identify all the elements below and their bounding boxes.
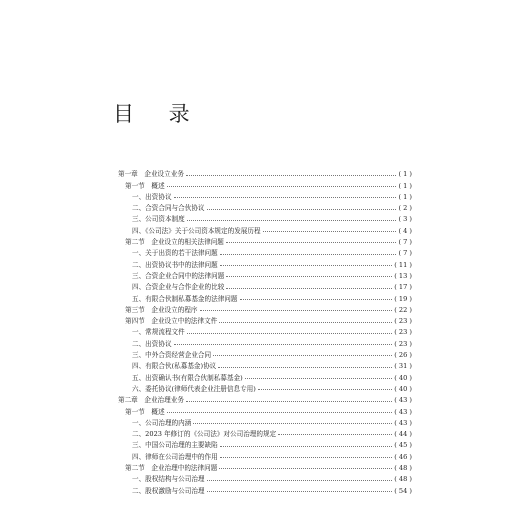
toc-entry-page: ( 23 ) — [394, 328, 412, 337]
toc-entry[interactable] — [118, 190, 412, 201]
toc-entry-page: ( 1 ) — [398, 181, 412, 190]
toc-entry[interactable] — [118, 167, 412, 178]
toc-entry[interactable] — [118, 257, 412, 268]
toc-entry-page: ( 19 ) — [394, 294, 412, 303]
toc-leader-dots — [167, 181, 397, 187]
toc-leader-dots — [187, 215, 397, 221]
toc-entry[interactable] — [118, 427, 412, 438]
toc-entry-page: ( 4 ) — [398, 226, 412, 235]
toc-entry-label: 第一节 概述 — [125, 407, 165, 416]
toc-entry-page: ( 43 ) — [394, 407, 412, 416]
toc-entry[interactable] — [118, 291, 412, 302]
toc-entry-label: 一、公司治理的内涵 — [132, 418, 192, 427]
toc-leader-dots — [167, 407, 393, 413]
toc-leader-dots — [226, 271, 392, 277]
toc-entry-label: 四、有限合伙(私募基金)协议 — [132, 362, 217, 371]
toc-entry[interactable] — [118, 483, 412, 494]
toc-entry[interactable] — [118, 178, 412, 189]
toc-entry-label: 四、律师在公司治理中的作用 — [132, 452, 218, 461]
toc-entry[interactable] — [118, 280, 412, 291]
toc-entry-label: 四、合资企业与合作企业的比较 — [132, 283, 225, 292]
toc-leader-dots — [218, 362, 392, 368]
toc-entry-label: 五、出资确认书(有限合伙制私募基金) — [132, 373, 243, 382]
toc-entry[interactable] — [118, 325, 412, 336]
toc-leader-dots — [219, 463, 392, 469]
toc-leader-dots — [258, 384, 392, 390]
toc-leader-dots — [213, 350, 392, 356]
toc-entry-page: ( 46 ) — [394, 452, 412, 461]
toc-leader-dots — [245, 373, 393, 379]
toc-entry-page: ( 23 ) — [394, 317, 412, 326]
toc-leader-dots — [220, 260, 393, 266]
toc-leader-dots — [207, 204, 397, 210]
toc-entry[interactable] — [118, 223, 412, 234]
toc-entry[interactable] — [118, 212, 412, 223]
toc-entry-label: 五、有限合伙制私募基金的法律问题 — [132, 294, 238, 303]
toc-entry[interactable] — [118, 336, 412, 347]
toc-entry-label: 一、常规流程文件 — [132, 328, 185, 337]
toc-entry-label: 三、公司资本制度 — [132, 215, 185, 224]
table-of-contents — [118, 167, 412, 495]
toc-entry-label: 第一章 企业设立业务 — [118, 170, 184, 179]
toc-entry[interactable] — [118, 416, 412, 427]
toc-entry-label: 六、委托协议(律师代表企业注册信息专用) — [132, 384, 256, 393]
toc-entry-page: ( 7 ) — [398, 238, 412, 247]
toc-leader-dots — [207, 486, 393, 492]
toc-entry-page: ( 48 ) — [394, 475, 412, 484]
toc-entry-label: 第二章 企业治理业务 — [118, 396, 184, 405]
toc-entry-page: ( 43 ) — [394, 396, 412, 405]
toc-entry-page: ( 13 ) — [394, 271, 412, 280]
toc-leader-dots — [226, 237, 397, 243]
toc-entry-page: ( 40 ) — [394, 384, 412, 393]
toc-entry-page: ( 43 ) — [394, 418, 412, 427]
toc-leader-dots — [174, 192, 397, 198]
toc-leader-dots — [186, 396, 392, 402]
toc-entry-label: 三、中国公司治理的主要缺陷 — [132, 441, 218, 450]
toc-entry[interactable] — [118, 314, 412, 325]
toc-entry-page: ( 45 ) — [394, 441, 412, 450]
toc-entry[interactable] — [118, 404, 412, 415]
toc-leader-dots — [207, 475, 393, 481]
toc-leader-dots — [220, 249, 397, 255]
toc-leader-dots — [226, 283, 392, 289]
toc-entry-label: 第二节 企业设立的相关法律问题 — [125, 238, 224, 247]
toc-leader-dots — [186, 170, 397, 176]
toc-entry[interactable] — [118, 449, 412, 460]
toc-entry-page: ( 26 ) — [394, 351, 412, 360]
toc-entry[interactable] — [118, 348, 412, 359]
toc-leader-dots — [240, 294, 393, 300]
toc-entry-label: 四、《公司法》关于公司资本规定的发展历程 — [132, 226, 261, 235]
toc-entry-label: 二、2023 年修订的《公司法》对公司治理的规定 — [132, 430, 277, 439]
toc-entry-page: ( 40 ) — [394, 373, 412, 382]
toc-entry[interactable] — [118, 370, 412, 381]
toc-entry[interactable] — [118, 393, 412, 404]
toc-leader-dots — [219, 317, 392, 323]
toc-entry-label: 二、出资协议 — [132, 339, 172, 348]
toc-entry-label: 一、关于出资的若干法律问题 — [132, 249, 218, 258]
toc-entry-page: ( 48 ) — [394, 464, 412, 473]
toc-entry[interactable] — [118, 201, 412, 212]
toc-entry[interactable] — [118, 472, 412, 483]
toc-entry-label: 三、中外合资经营企业合同 — [132, 351, 212, 360]
toc-entry-label: 第一节 概述 — [125, 181, 165, 190]
toc-leader-dots — [187, 328, 393, 334]
toc-entry-page: ( 1 ) — [398, 170, 412, 179]
toc-entry-page: ( 31 ) — [394, 362, 412, 371]
toc-entry-label: 二、合资合同与合伙协议 — [132, 204, 205, 213]
toc-entry[interactable] — [118, 438, 412, 449]
toc-entry-page: ( 2 ) — [398, 204, 412, 213]
toc-entry-page: ( 54 ) — [394, 486, 412, 495]
toc-entry-page: ( 22 ) — [394, 305, 412, 314]
toc-entry-label: 一、股权结构与公司治理 — [132, 475, 205, 484]
toc-entry-label: 第二节 企业治理中的法律问题 — [125, 464, 218, 473]
toc-entry-label: 三、合资企业合同中的法律问题 — [132, 271, 225, 280]
toc-entry-page: ( 44 ) — [394, 430, 412, 439]
toc-leader-dots — [193, 418, 392, 424]
toc-entry-page: ( 7 ) — [398, 249, 412, 258]
toc-entry[interactable] — [118, 246, 412, 257]
toc-entry[interactable] — [118, 269, 412, 280]
toc-entry-page: ( 17 ) — [394, 283, 412, 292]
toc-entry[interactable] — [118, 461, 412, 472]
toc-leader-dots — [200, 305, 393, 311]
toc-entry-label: 一、出资协议 — [132, 192, 172, 201]
toc-leader-dots — [220, 441, 393, 447]
toc-entry[interactable] — [118, 359, 412, 370]
toc-entry-page: ( 3 ) — [398, 215, 412, 224]
toc-entry[interactable] — [118, 235, 412, 246]
toc-entry-label: 二、出资协议书中的法律问题 — [132, 260, 218, 269]
toc-entry-label: 二、股权激励与公司治理 — [132, 486, 205, 495]
page-title: 目 录 — [113, 102, 204, 126]
toc-leader-dots — [278, 429, 392, 435]
toc-entry[interactable] — [118, 382, 412, 393]
toc-entry-page: ( 23 ) — [394, 339, 412, 348]
toc-entry-page: ( 11 ) — [394, 260, 412, 269]
toc-leader-dots — [220, 452, 393, 458]
toc-entry-page: ( 1 ) — [398, 192, 412, 201]
toc-entry-label: 第四节 企业设立中的法律文件 — [125, 317, 218, 326]
toc-entry[interactable] — [118, 303, 412, 314]
toc-leader-dots — [263, 226, 397, 232]
toc-leader-dots — [174, 339, 393, 345]
toc-entry-label: 第三节 企业设立的程序 — [125, 305, 198, 314]
